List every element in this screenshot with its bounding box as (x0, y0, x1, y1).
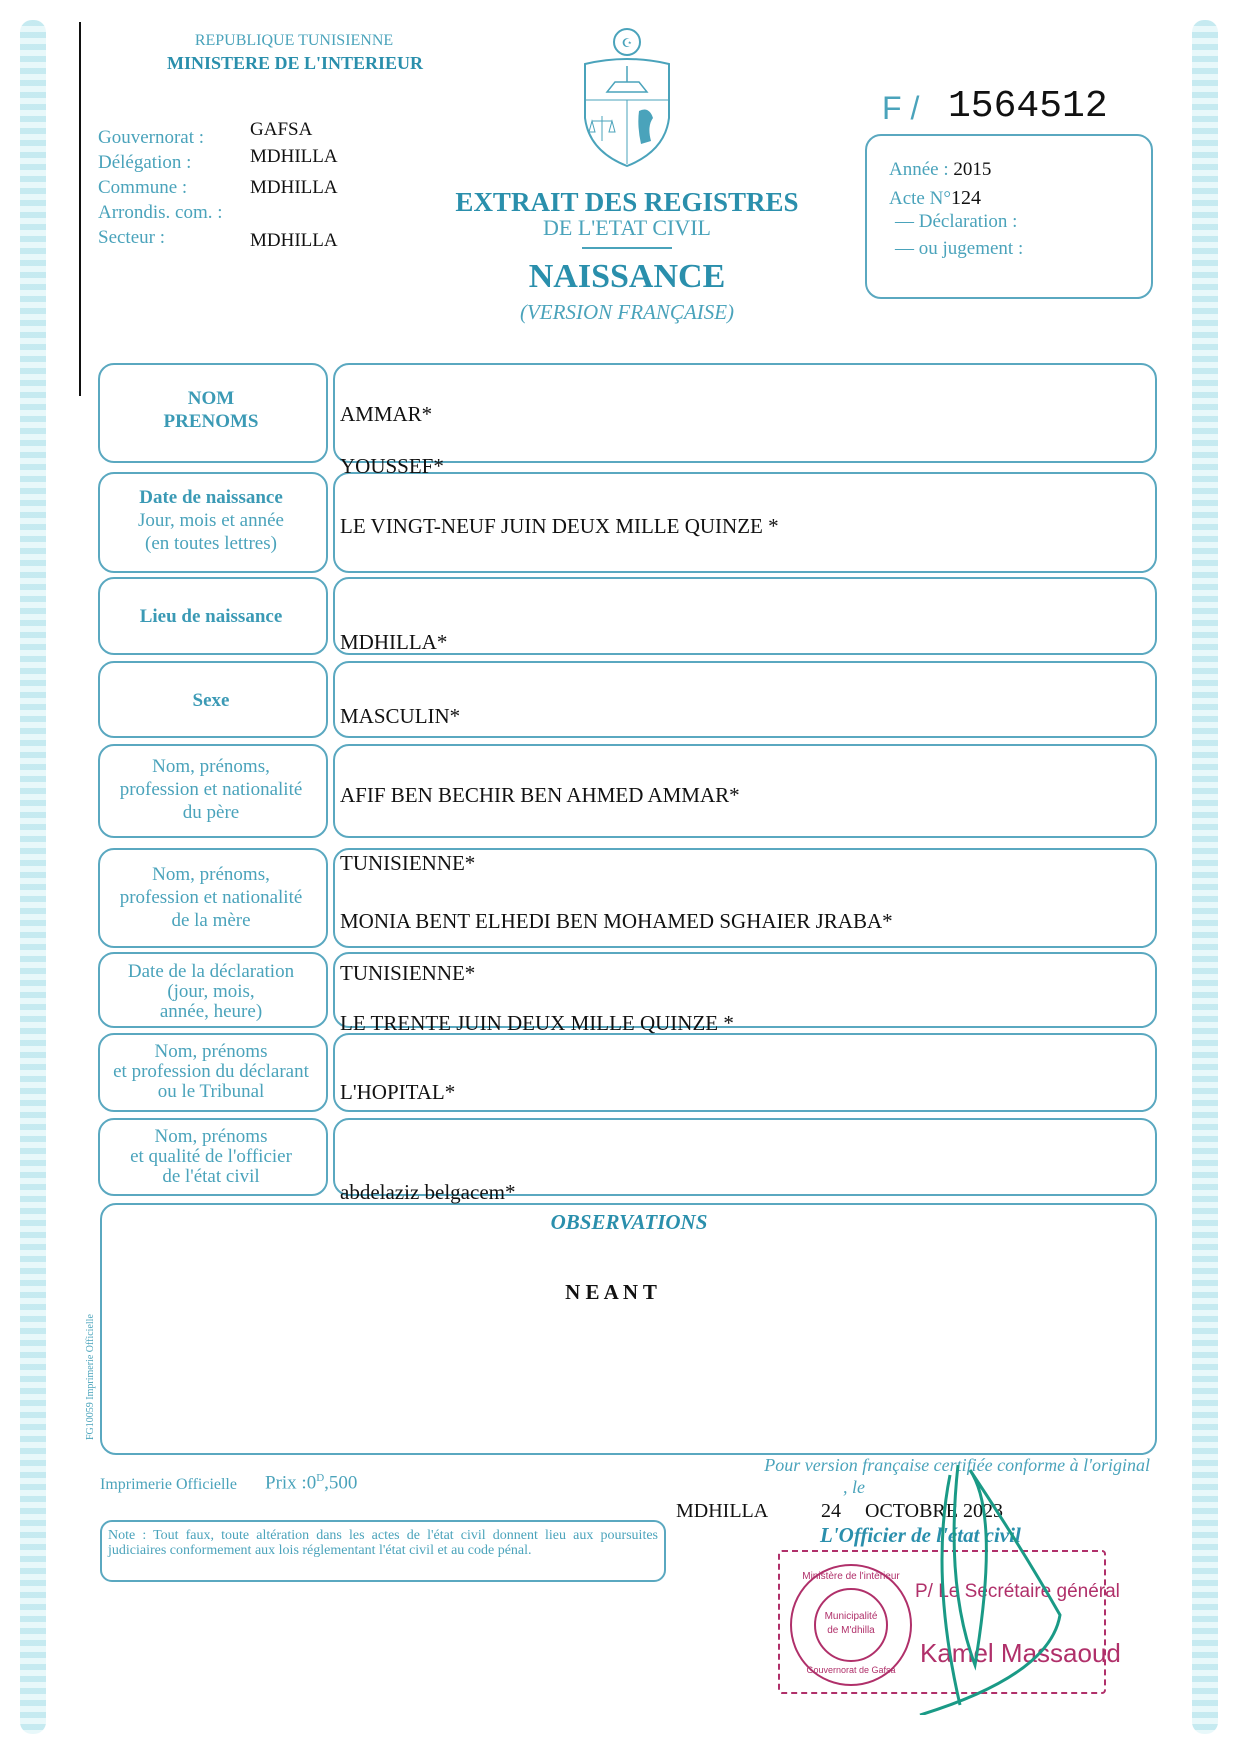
date-prefix: , le (843, 1477, 865, 1497)
birth-date-label: Date de naissance (139, 487, 283, 508)
registry-box (865, 134, 1153, 299)
officer-label-3: de l'état civil (162, 1165, 260, 1187)
version-label: (VERSION FRANÇAISE) (519, 300, 735, 324)
sex-label: Sexe (192, 690, 230, 711)
mother-label-2: profession et nationalité (119, 886, 303, 908)
mother-label-1: Nom, prénoms, (152, 864, 270, 885)
sex-value: MASCULIN* (340, 704, 461, 728)
surname-value: AMMAR* (340, 402, 433, 426)
birth-date-sub-label-2: (en toutes lettres) (145, 532, 277, 554)
annee-value: 2015 (953, 159, 992, 180)
commune-label: Commune : (98, 177, 188, 198)
svg-text:☪: ☪ (621, 36, 633, 50)
title-divider (582, 247, 672, 249)
issue-day: 24 (821, 1500, 841, 1522)
price-currency: D (316, 1472, 325, 1484)
gouvernorat-value: GAFSA (250, 119, 313, 140)
annee-label: Année : (889, 159, 949, 180)
document-subtitle: DE L'ETAT CIVIL (543, 215, 711, 240)
issue-month-year: OCTOBRE 2023 (865, 1500, 1003, 1522)
right-decorative-border (1192, 20, 1218, 1734)
officer-title: L'Officier de l'état civil (820, 1523, 1021, 1547)
act-type-title: NAISSANCE (528, 258, 726, 295)
declarant-label-1: Nom, prénoms (154, 1041, 268, 1062)
stamp-ring-bottom: Gouvernorat de Gafsa (806, 1665, 896, 1675)
issue-place: MDHILLA (676, 1500, 769, 1522)
secteur-value: MDHILLA (250, 230, 338, 251)
declarant-label-3: ou le Tribunal (157, 1080, 265, 1102)
stamp-center-2: de M'dhilla (827, 1625, 875, 1636)
officer-label-2: et qualité de l'officier (130, 1145, 292, 1167)
father-value: AFIF BEN BECHIR BEN AHMED AMMAR* (340, 783, 740, 807)
printer-side-code: FG10059 Imprimerie Officielle (85, 1314, 96, 1440)
delegation-value: MDHILLA (250, 146, 338, 167)
birth-date-sub-label: Jour, mois et année (138, 509, 284, 531)
observations-box (100, 1203, 1157, 1455)
birth-place-label: Lieu de naissance (139, 606, 283, 627)
serial-prefix: F / (882, 90, 920, 126)
document-title: EXTRAIT DES REGISTRES (455, 187, 799, 217)
officer-value: abdelaziz belgacem* (340, 1180, 516, 1204)
father-label-1: Nom, prénoms, (152, 756, 270, 777)
declarant-label-2: et profession du déclarant (113, 1060, 309, 1082)
first-name-value: YOUSSEF* (340, 454, 444, 478)
stamp-role: P/ Le Secrétaire général (915, 1581, 1120, 1602)
gouvernorat-label: Gouvernorat : (98, 127, 205, 148)
serial-number: 1564512 (948, 85, 1108, 128)
arrondissement-label: Arrondis. com. : (98, 202, 223, 223)
stamp-ring-top: Ministère de l'intérieur (802, 1571, 900, 1582)
price-value: ,500 (324, 1472, 358, 1494)
printer-label: Imprimerie Officielle (100, 1476, 237, 1493)
stamp-center-1: Municipalité (824, 1611, 878, 1622)
declaration-date-label-2: (jour, mois, (167, 980, 255, 1002)
stamp-seal (790, 1564, 912, 1686)
declaration-date-label-1: Date de la déclaration (127, 961, 295, 982)
nom-label: NOM (187, 388, 235, 409)
jugement-label: — ou jugement : (895, 238, 1024, 259)
secteur-label: Secteur : (98, 227, 166, 248)
price-label: Prix :0 (265, 1472, 317, 1494)
officer-label-1: Nom, prénoms (154, 1126, 268, 1147)
mother-label-3: de la mère (171, 909, 251, 931)
left-decorative-border (20, 20, 46, 1734)
ministry-label: MINISTERE DE L'INTERIEUR (166, 53, 424, 73)
declarant-value: L'HOPITAL* (340, 1080, 456, 1104)
certification-text: Pour version française certifiée conforme à l'original (764, 1455, 1150, 1475)
margin-line (79, 22, 81, 396)
birth-place-value: MDHILLA* (340, 630, 448, 654)
mother-nationality-value: TUNISIENNE* (340, 961, 476, 985)
stamp-name: Kamel Massaoud (920, 1638, 1121, 1668)
acte-label: Acte N° (889, 188, 951, 209)
legal-note-box (100, 1520, 666, 1582)
republic-label: REPUBLIQUE TUNISIENNE (194, 32, 394, 49)
commune-value: MDHILLA (250, 177, 338, 198)
handwritten-signature (900, 1455, 1090, 1715)
legal-note: Note : Tout faux, toute altération dans les actes de l'état civil donnent lieu aux poursuites judiciaires conformement aux lois réglementant l'état civil et au code pénal. (108, 1528, 658, 1559)
father-label-2: profession et nationalité (119, 778, 303, 800)
observations-text: N E A N T (565, 1280, 657, 1304)
prenoms-label: PRENOMS (163, 410, 259, 432)
father-label-3: du père (182, 801, 240, 823)
declaration-date-label-3: année, heure) (159, 1000, 263, 1022)
acte-value: 124 (950, 187, 981, 209)
delegation-label: Délégation : (98, 152, 192, 173)
declaration-date-value: LE TRENTE JUIN DEUX MILLE QUINZE * (340, 1011, 734, 1035)
father-nationality-value: TUNISIENNE* (340, 851, 476, 875)
tunisia-emblem-icon (577, 26, 677, 171)
declaration-label: — Déclaration : (895, 211, 1018, 232)
birth-date-value: LE VINGT-NEUF JUIN DEUX MILLE QUINZE * (340, 514, 779, 538)
observations-title: OBSERVATIONS (550, 1210, 708, 1234)
mother-value: MONIA BENT ELHEDI BEN MOHAMED SGHAIER JRABA* (340, 909, 893, 933)
